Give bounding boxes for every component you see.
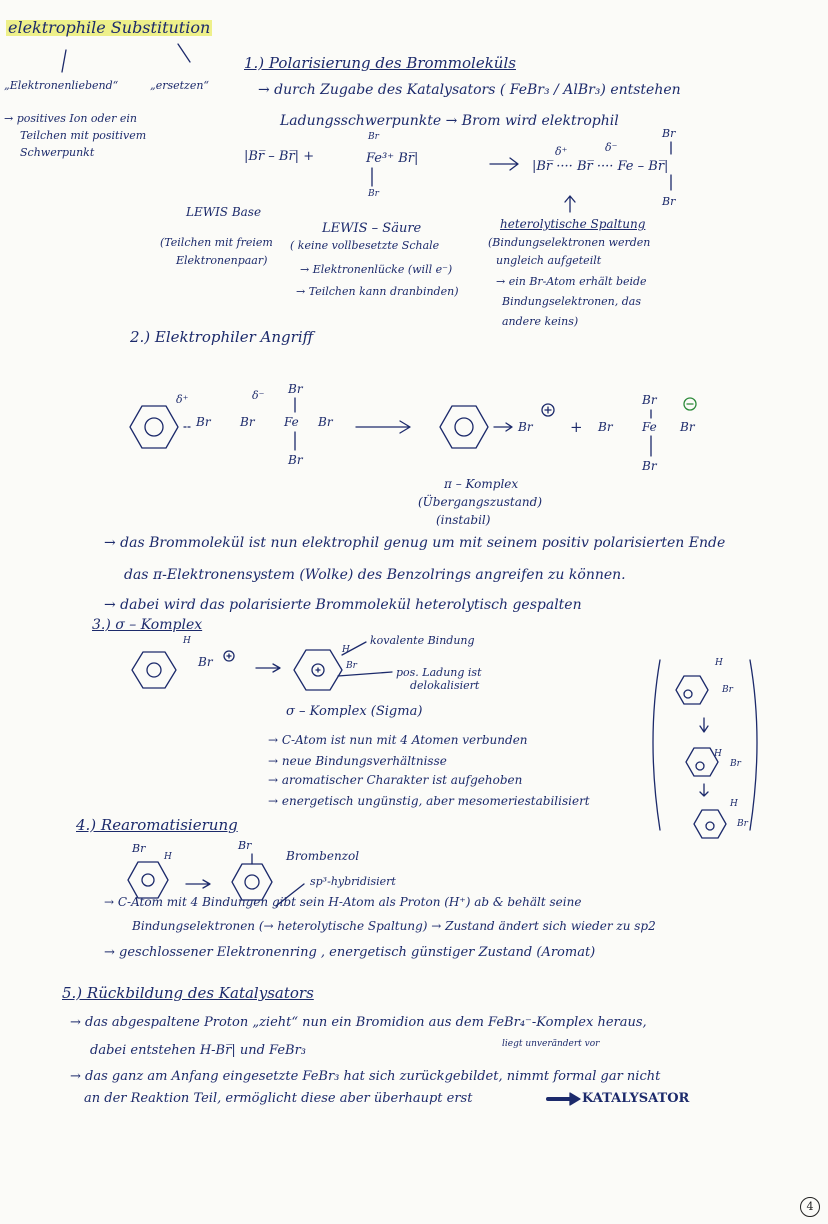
sigma-b3: → aromatischer Charakter ist aufgehoben (268, 773, 523, 787)
step1-delta-plus: δ⁺ (555, 145, 568, 158)
sigma-b4: → energetisch ungünstig, aber mesomeriestabilisiert (268, 794, 590, 808)
pos-ladung-2: delokalisiert (410, 679, 480, 692)
step2-delta-minus: δ⁻ (252, 389, 265, 402)
step3-h: H (183, 636, 191, 646)
step2-febr4-br-bottom: Br (642, 459, 657, 473)
brombenzol-ring (232, 864, 272, 900)
elektrophil-def-3: Schwerpunkt (20, 146, 95, 159)
hetero-arrow (565, 196, 575, 212)
pi-complex-l3: (instabil) (436, 513, 491, 527)
step1-eq-cat: Fe³⁺ Br̅| (366, 151, 419, 166)
hetero-d2: ungleich aufgeteilt (496, 254, 602, 267)
step3-arrow (256, 664, 280, 672)
step1-br-bottom: Br (368, 189, 379, 199)
step4-t2: Bindungselektronen (→ heterolytische Spaltung) → Zustand ändert sich wieder zu sp2 (132, 919, 656, 933)
benzene-ring-pi-complex (440, 406, 488, 448)
step4-arrow (186, 880, 210, 888)
step1-reaction-arrow (490, 158, 518, 170)
pi-complex-l2: (Übergangszustand) (418, 495, 542, 509)
step2-delta-plus: δ⁺ (176, 393, 189, 406)
benzene-ring-step2 (130, 406, 178, 448)
elektrophil-def-1: → positives Ion oder ein (4, 112, 137, 125)
pos-ladung-pointer (338, 672, 392, 676)
mesomer-bracket-right (750, 660, 757, 830)
title-note-left: „Elektronenliebend“ (4, 79, 119, 92)
step2-br-top: Br (288, 382, 303, 396)
mesomer-arrow-2 (700, 784, 708, 796)
step3-br-2: Br (346, 661, 357, 671)
mesomer-ring-1 (676, 676, 708, 704)
step2-text2: das π-Elektronensystem (Wolke) des Benzolrings angreifen zu können. (124, 567, 626, 583)
step2-fe: Fe (284, 415, 299, 429)
step2-febr4-br-top: Br (642, 393, 657, 407)
step2-febr4-fe: Fe (642, 420, 657, 434)
step2-febr4-br-left: Br (598, 420, 613, 434)
mes-h-2: H (714, 749, 722, 759)
sigma-complex-ring (294, 650, 342, 690)
sigma-title: σ – Komplex (Sigma) (286, 704, 423, 719)
title-note-right: „ersetzen“ (150, 79, 210, 92)
step2-br-bottom: Br (288, 453, 303, 467)
lewis-base: LEWIS Base (186, 205, 262, 219)
step2-br-3: Br (318, 415, 333, 429)
hetero-d4: Bindungselektronen, das (502, 295, 642, 308)
kovalent-pointer (342, 642, 366, 655)
kovalente-bindung: kovalente Bindung (370, 634, 475, 647)
step2-text3: → dabei wird das polarisierte Brommolekül heterolytisch gespalten (104, 597, 582, 613)
elektrophil-def-2: Teilchen mit positivem (20, 129, 147, 142)
page-number: 4 (800, 1197, 820, 1217)
step2-product-br: Br (518, 420, 533, 434)
step4-br-2: Br (238, 839, 252, 852)
benzene-ring-step3 (132, 652, 176, 688)
hetero-d3: → ein Br-Atom erhält beide (496, 275, 647, 288)
sigma-b1: → C-Atom ist nun mit 4 Atomen verbunden (268, 733, 528, 747)
step1-line2: Ladungsschwerpunkte → Brom wird elektrophil (280, 113, 619, 129)
step1-br-top: Br (368, 132, 379, 142)
mes-h-3: H (730, 799, 738, 809)
step5-t2: dabei entstehen H-Br̅| und FeBr₃ (90, 1043, 307, 1058)
page-title: elektrophile Substitution (8, 18, 211, 37)
step5-liegt: liegt unverändert vor (502, 1039, 600, 1049)
pi-arrow (494, 423, 512, 431)
title-pointer-right (178, 44, 190, 62)
lewis-acid: LEWIS – Säure (322, 221, 422, 236)
hetero-d1: (Bindungselektronen werden (488, 236, 651, 249)
mes-br-2: Br (730, 759, 741, 769)
mes-br-1: Br (722, 685, 733, 695)
step1-right-br-top: Br (662, 127, 676, 140)
lewis-base-d2: Elektronenpaar) (176, 254, 268, 267)
step2-arrow (356, 421, 410, 433)
step2-febr4-br-right: Br (680, 420, 695, 434)
step2-heading: 2.) Elektrophiler Angriff (130, 328, 314, 346)
step4-t3: → geschlossener Elektronenring , energetisch günstiger Zustand (Aromat) (104, 945, 596, 960)
mes-h-1: H (715, 658, 723, 668)
lewis-base-d1: (Teilchen mit freiem (160, 236, 273, 249)
mes-br-3: Br (737, 819, 748, 829)
lewis-acid-d2: → Elektronenlücke (will e⁻) (300, 263, 453, 276)
step1-delta-minus: δ⁻ (605, 141, 618, 154)
step4-h: H (164, 852, 172, 862)
katalysator-label: KATALYSATOR (582, 1091, 690, 1106)
step2-plus: + (570, 418, 583, 436)
mesomer-ring-3 (694, 810, 726, 838)
step1-heading: 1.) Polarisierung des Brommoleküls (244, 54, 516, 72)
step3-br: Br (198, 655, 213, 669)
step1-eq-left: |Br̅ – Br̅| + (244, 149, 315, 164)
sigma-ring-step4 (128, 862, 168, 898)
step4-br-1: Br (132, 842, 146, 855)
step2-br-2: Br (240, 415, 255, 429)
sigma-b2: → neue Bindungsverhältnisse (268, 754, 447, 768)
step5-heading: 5.) Rückbildung des Katalysators (62, 984, 314, 1002)
mesomer-bracket-left (653, 660, 660, 830)
step4-heading: 4.) Rearomatisierung (76, 816, 238, 834)
step5-t4: an der Reaktion Teil, ermöglicht diese aber überhaupt erst (84, 1091, 473, 1106)
step4-t1: → C-Atom mit 4 Bindungen gibt sein H-Atom als Proton (H⁺) ab & behält seine (104, 895, 582, 909)
sp3-pointer (276, 884, 304, 906)
hetero-title: heterolytische Spaltung (500, 217, 646, 231)
step4-product: Brombenzol (286, 849, 360, 863)
step5-t3: → das ganz am Anfang eingesetzte FeBr₃ hat sich zurückgebildet, nimmt formal gar nicht (70, 1069, 661, 1084)
lewis-acid-d3: → Teilchen kann dranbinden) (296, 285, 459, 298)
step4-sp3: sp³-hybridisiert (310, 875, 396, 888)
step2-text1: → das Brommolekül ist nun elektrophil genug um mit seinem positiv polarisierten Ende (104, 535, 726, 551)
step2-br-1: Br (196, 415, 211, 429)
pi-complex-l1: π – Komplex (444, 477, 519, 491)
step5-t1: → das abgespaltene Proton „zieht“ nun ein Bromidion aus dem FeBr₄⁻-Komplex heraus, (70, 1015, 647, 1030)
hetero-d5: andere keins) (502, 315, 579, 328)
step1-eq-right: |Br̅ ···· Br̅ ···· Fe – Br̅| (532, 159, 669, 174)
lewis-acid-d1: ( keine vollbesetzte Schale (290, 239, 440, 252)
mesomer-arrow-1 (700, 718, 708, 732)
step3-h-2: H (342, 645, 350, 655)
pos-ladung-1: pos. Ladung ist (396, 666, 482, 679)
mesomer-ring-2 (686, 748, 718, 776)
step1-right-br-bottom: Br (662, 195, 676, 208)
step1-line1: → durch Zugabe des Katalysators ( FeBr₃ / AlBr₃) entstehen (258, 82, 681, 98)
step3-heading: 3.) σ – Komplex (92, 617, 203, 633)
title-pointer-left (62, 50, 66, 72)
